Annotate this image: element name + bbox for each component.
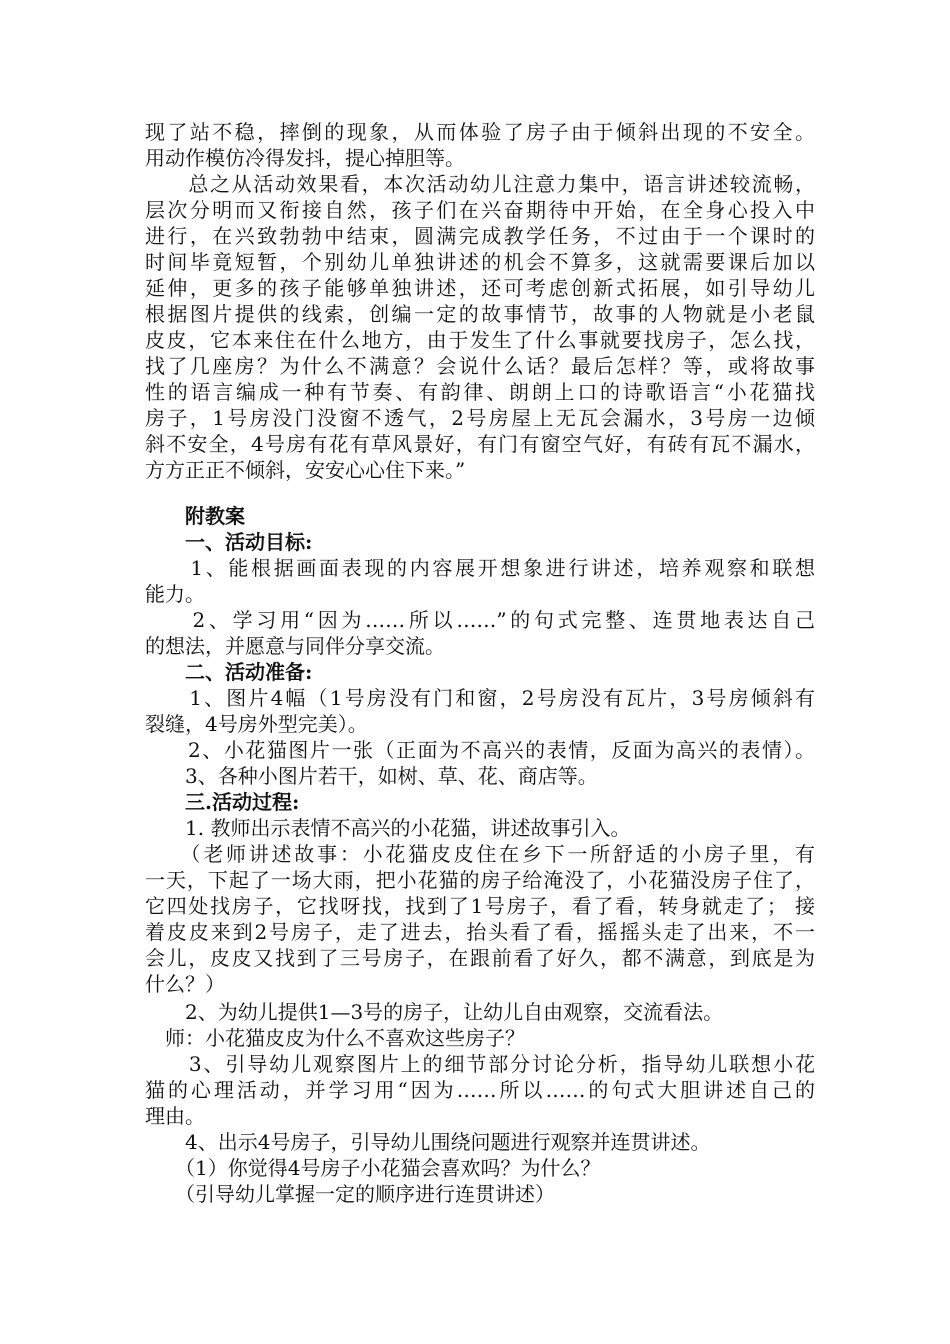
text-line: 1. 教师出示表情不高兴的小花猫，讲述故事引入。: [145, 816, 631, 840]
text-line: 裂缝，4号房外型完美）。: [145, 712, 368, 736]
text-line: 进行，在兴致勃勃中结束，圆满完成教学任务，不过由于一个课时的: [145, 224, 815, 248]
section-heading: 三.活动过程:: [145, 790, 300, 814]
text-line: 2、小花猫图片一张（正面为不高兴的表情，反面为高兴的表情）。: [145, 738, 815, 762]
text-line: （老师讲述故事：小花猫皮皮住在乡下一所舒适的小房子里，有: [145, 842, 815, 866]
text-line: 2、学习用“因为……所以……”的句式完整、连贯地表达自己: [145, 608, 815, 632]
text-line: 1、图片4幅（1号房没有门和窗，2号房没有瓦片，3号房倾斜有: [145, 686, 815, 710]
text-line: 1、能根据画面表现的内容展开想象进行讲述，培养观察和联想: [145, 556, 815, 580]
text-line: 性的语言编成一种有节奏、有韵律、朗朗上口的诗歌语言“小花猫找: [145, 380, 815, 404]
section-heading: 一、活动目标:: [145, 530, 313, 554]
text-line: 2、为幼儿提供1—3号的房子，让幼儿自由观察，交流看法。: [145, 1000, 724, 1024]
text-line: 理由。: [145, 1104, 205, 1128]
text-line: 现了站不稳，摔倒的现象，从而体验了房子由于倾斜出现的不安全。: [145, 120, 815, 144]
text-line: 会儿，皮皮又找到了三号房子，在跟前看了好久，都不满意，到底是为: [145, 946, 815, 970]
text-line: 3、引导幼儿观察图片上的细节部分讨论分析，指导幼儿联想小花: [145, 1052, 815, 1076]
text-line: （1）你觉得4号房子小花猫会喜欢吗？为什么？: [145, 1156, 601, 1180]
text-line: 根据图片提供的线索，创编一定的故事情节，故事的人物就是小老鼠: [145, 302, 815, 326]
text-line: 师：小花猫皮皮为什么不喜欢这些房子？: [145, 1026, 525, 1050]
text-line: 用动作模仿冷得发抖，提心掉胆等。: [145, 146, 465, 170]
text-line: 什么？）: [145, 972, 225, 996]
text-line: 它四处找房子，它找呀找，找到了1号房子，看了看，转身就走了； 接: [145, 894, 815, 918]
text-line: 延伸，更多的孩子能够单独讲述，还可考虑创新式拓展，如引导幼儿: [145, 276, 815, 300]
text-line: 4、出示4号房子，引导幼儿围绕问题进行观察并连贯讲述。: [145, 1130, 711, 1154]
text-line: 皮皮，它本来住在什么地方，由于发生了什么事就要找房子，怎么找，: [145, 328, 815, 352]
text-line: 找了几座房？为什么不满意？会说什么话？最后怎样？等，或将故事: [145, 354, 815, 378]
appendix-heading: 附教案: [145, 504, 245, 528]
text-line: 着皮皮来到2号房子，走了进去，抬头看了看，摇摇头走了出来，不一: [145, 920, 815, 944]
text-line: 一天，下起了一场大雨，把小花猫的房子给淹没了，小花猫没房子住了，: [145, 868, 815, 892]
text-line: 斜不安全，4号房有花有草风景好，有门有窗空气好，有砖有瓦不漏水，: [145, 432, 815, 456]
text-line: 层次分明而又衔接自然，孩子们在兴奋期待中开始，在全身心投入中: [145, 198, 815, 222]
text-line: 方方正正不倾斜，安安心心住下来。”: [145, 458, 466, 482]
text-line: 时间毕竟短暂，个别幼儿单独讲述的机会不算多，这就需要课后加以: [145, 250, 815, 274]
text-line: （引导幼儿掌握一定的顺序进行连贯讲述）: [145, 1182, 555, 1206]
text-line: 能力。: [145, 582, 205, 606]
text-line: 房子，1号房没门没窗不透气，2号房屋上无瓦会漏水，3号房一边倾: [145, 406, 815, 430]
section-heading: 二、活动准备:: [145, 660, 313, 684]
text-line: 的想法，并愿意与同伴分享交流。: [145, 634, 445, 658]
text-line: 3、各种小图片若干，如树、草、花、商店等。: [145, 764, 598, 788]
text-line: 猫的心理活动，并学习用“因为……所以……的句式大胆讲述自己的: [145, 1078, 815, 1102]
text-line: 总之从活动效果看，本次活动幼儿注意力集中，语言讲述较流畅，: [145, 172, 815, 196]
